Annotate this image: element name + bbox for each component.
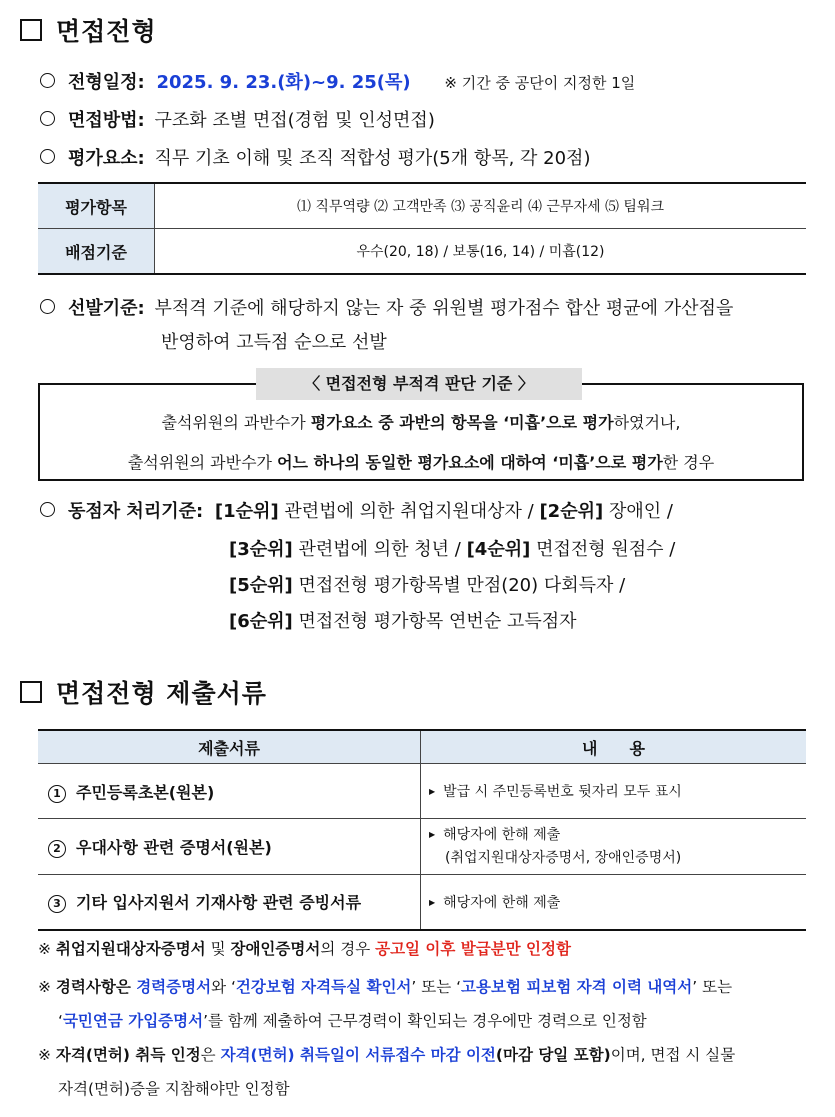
select-label: 선발기준:	[68, 298, 145, 319]
eval-items-value: ⑴ 직무역량 ⑵ 고객만족 ⑶ 공직윤리 ⑷ 근무자세 ⑸ 팀워크	[155, 183, 807, 229]
method-value: 구조화 조별 면접(경험 및 인성면접)	[154, 110, 435, 131]
header-content: 내 용	[421, 730, 807, 764]
eval-value: 직무 기초 이해 및 조직 적합성 평가(5개 항목, 각 20점)	[154, 148, 591, 169]
section-title-interview	[20, 12, 157, 48]
doc-cell	[38, 875, 421, 930]
tie-priority-4-text: 면접전형 원점수 /	[536, 539, 676, 560]
tie-priority-2: [2순위]	[539, 501, 604, 522]
content-cell	[421, 764, 807, 819]
eval-items-header: 평가항목	[38, 183, 155, 229]
circled-number-icon: 2	[48, 840, 66, 858]
note-3-line-2: 자격(면허)증을 지참해야만 인정함	[58, 1080, 290, 1098]
tie-priority-6: [6순위]	[229, 611, 293, 632]
doc-cell	[38, 764, 421, 819]
triangle-bullet-icon: ▶	[429, 830, 436, 839]
eval-table	[38, 182, 806, 275]
tie-priority-6-text: 면접전형 평가항목 연번순 고득점자	[298, 611, 577, 632]
note-mark: ※	[38, 978, 56, 996]
tie-priority-1-text: 관련법에 의한 취업지원대상자 /	[284, 501, 534, 522]
header-document: 제출서류	[38, 730, 421, 764]
tie-priority-3: [3순위]	[229, 539, 293, 560]
tie-line-2	[229, 535, 675, 561]
tie-priority-5-text: 면접전형 평가항목별 만점(20) 다회득자 /	[298, 575, 626, 596]
note-1	[38, 937, 571, 959]
note-2-line-1	[38, 975, 732, 997]
note-3-f: 이며, 면접 시 실물	[610, 1046, 736, 1064]
content-cell	[421, 819, 807, 875]
schedule-label: 전형일정:	[68, 72, 145, 93]
circle-bullet-icon	[40, 111, 55, 126]
section-title-documents	[20, 674, 267, 710]
tie-label: 동점자 처리기준:	[68, 501, 204, 522]
section-title-text: 면접전형 제출서류	[56, 679, 267, 708]
disq-line-2	[40, 450, 802, 473]
tie-priority-5: [5순위]	[229, 575, 293, 596]
disq-line-2-a: 출석위원의 과반수가	[127, 453, 278, 472]
disq-line-1-b: 평가요소 중 과반의 항목을 ‘미흡’으로 평가	[310, 413, 614, 432]
tie-priority-2-text: 장애인 /	[608, 501, 673, 522]
note-2-i: ‘	[58, 1012, 63, 1030]
select-value-2: 반영하여 고득점 순으로 선발	[161, 332, 387, 353]
note-1-f: 공고일 이후 발급분만 인정함	[375, 940, 571, 958]
content-text: 해당자에 한해 제출	[443, 894, 561, 911]
content-text-sub: (취업지원대상자증명서, 장애인증명서)	[445, 850, 682, 866]
checkbox-square-icon	[20, 681, 42, 703]
tie-priority-4: [4순위]	[466, 539, 531, 560]
disq-line-1-a: 출석위원의 과반수가	[161, 413, 311, 432]
triangle-bullet-icon: ▶	[429, 787, 436, 796]
circled-number-icon: 3	[48, 895, 66, 913]
method-label: 면접방법:	[68, 110, 145, 131]
note-1-b: 취업지원대상자증명서	[55, 940, 206, 958]
note-3-e: (마감 당일 포함)	[495, 1046, 611, 1064]
note-2-k: ’를 함께 제출하여 근무경력이 확인되는 경우에만 경력으로 인정함	[203, 1012, 647, 1030]
note-2-h: ’ 또는	[692, 978, 733, 996]
doc-cell	[38, 819, 421, 875]
documents-table	[38, 729, 806, 931]
content-cell	[421, 875, 807, 930]
schedule-note: ※ 기간 중 공단이 지정한 1일	[444, 74, 636, 92]
doc-name: 주민등록초본(원본)	[76, 782, 215, 802]
note-2-c: 경력증명서	[136, 978, 212, 996]
note-3-c: 은	[200, 1046, 221, 1064]
circled-number-icon: 1	[48, 785, 66, 803]
circle-bullet-icon	[40, 299, 55, 314]
disq-line-2-b: 어느 하나의 동일한 평가요소에 대하여 ‘미흡’으로 평가	[277, 453, 663, 472]
disq-line-1-c: 하였거나,	[613, 413, 681, 432]
note-2-line-2	[58, 1009, 647, 1031]
eval-line	[40, 144, 590, 170]
note-2-f: ’ 또는 ‘	[411, 978, 462, 996]
table-row	[38, 875, 806, 930]
doc-name: 기타 입사지원서 기재사항 관련 증빙서류	[76, 893, 362, 913]
method-line	[40, 106, 435, 132]
eval-label: 평가요소:	[68, 148, 145, 169]
schedule-value: 2025. 9. 23.(화)~9. 25(목)	[156, 72, 411, 93]
table-row	[38, 229, 806, 275]
note-mark: ※	[38, 940, 56, 958]
tie-line-3	[229, 571, 625, 597]
tie-priority-3-text: 관련법에 의한 청년 /	[298, 539, 461, 560]
table-header-row	[38, 730, 806, 764]
content-text: 발급 시 주민등록번호 뒷자리 모두 표시	[443, 784, 682, 800]
table-row	[38, 183, 806, 229]
note-2-j: 국민연금 가입증명서	[62, 1012, 204, 1030]
note-3-d: 자격(면허) 취득일이 서류접수 마감 이전	[220, 1046, 496, 1064]
circle-bullet-icon	[40, 502, 55, 517]
select-value-1: 부적격 기준에 해당하지 않는 자 중 위원별 평가점수 합산 평균에 가산점을	[154, 298, 734, 319]
disqualification-title: 〈 면접전형 부적격 판단 기준 〉	[256, 368, 582, 400]
select-line	[40, 294, 733, 320]
note-3-line-1	[38, 1043, 735, 1065]
note-3-b: 자격(면허) 취득 인정	[55, 1046, 201, 1064]
scoring-header: 배점기준	[38, 229, 155, 275]
circle-bullet-icon	[40, 149, 55, 164]
note-2-d: 와 ‘	[211, 978, 236, 996]
checkbox-square-icon	[20, 19, 42, 41]
circle-bullet-icon	[40, 73, 55, 88]
note-2-g: 고용보험 피보험 자격 이력 내역서	[461, 978, 693, 996]
note-2-b: 경력사항은	[55, 978, 137, 996]
note-mark: ※	[38, 1046, 56, 1064]
triangle-bullet-icon: ▶	[429, 897, 436, 907]
table-row	[38, 819, 806, 875]
schedule-line	[40, 68, 635, 94]
note-1-d: 장애인증명서	[230, 940, 321, 958]
tie-priority-1: [1순위]	[214, 501, 279, 522]
table-row	[38, 764, 806, 819]
note-1-e: 의 경우	[320, 940, 376, 958]
note-2-e: 건강보험 자격득실 확인서	[235, 978, 412, 996]
tie-line-4	[229, 607, 576, 633]
tie-line-1	[40, 497, 673, 523]
disq-line-2-c: 한 경우	[662, 453, 715, 472]
scoring-value: 우수(20, 18) / 보통(16, 14) / 미흡(12)	[155, 229, 807, 275]
doc-name: 우대사항 관련 증명서(원본)	[76, 838, 272, 857]
note-1-c: 및	[205, 940, 231, 958]
disq-line-1	[40, 410, 802, 433]
section-title-text: 면접전형	[56, 17, 157, 46]
content-text: 해당자에 한해 제출	[443, 827, 561, 843]
